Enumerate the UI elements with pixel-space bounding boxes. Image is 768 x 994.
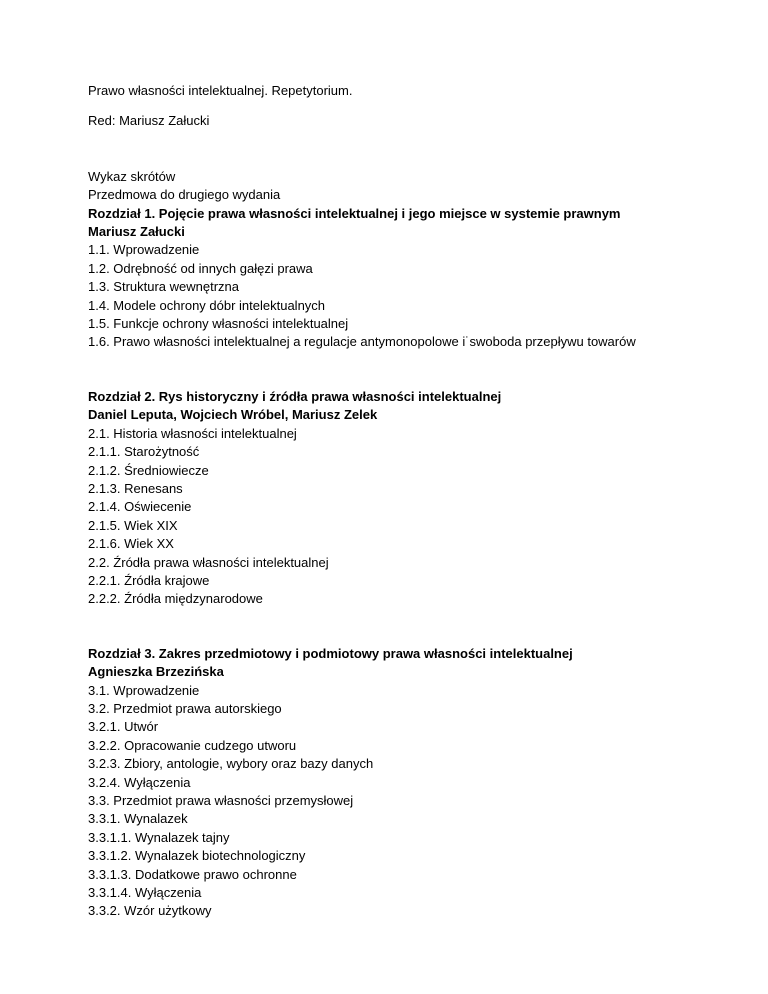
toc-item: 3.3.1.3. Dodatkowe prawo ochronne (88, 866, 297, 882)
chapter-heading: Rozdział 2. Rys historyczny i źródła prawa własności intelektualnej (88, 388, 502, 404)
chapter-heading: Rozdział 3. Zakres przedmiotowy i podmiotowy prawa własności intelektualnej (88, 645, 573, 661)
toc-item: 3.2. Przedmiot prawa autorskiego (88, 700, 282, 716)
toc-item: 3.2.3. Zbiory, antologie, wybory oraz bazy danych (88, 756, 374, 772)
toc-item: 1.4. Modele ochrony dóbr intelektualnych (88, 297, 326, 313)
toc-item: 1.6. Prawo własności intelektualnej a regulacje antymonopolowe i˙swoboda przepływu towarów (88, 334, 636, 350)
chapter-1 (88, 205, 728, 352)
toc-item: 3.3. Przedmiot prawa własności przemysłowej (88, 793, 354, 808)
spacer (88, 352, 728, 388)
toc-item-preface: Przedmowa do drugiego wydania (88, 187, 281, 203)
toc-item: 3.1. Wprowadzenie (88, 682, 200, 698)
toc-item: 3.3.1.4. Wyłączenia (88, 885, 202, 901)
toc-item: 3.3.1. Wynalazek (88, 811, 188, 827)
toc-item: 2.1.6. Wiek XX (88, 536, 174, 552)
toc-item: 2.2. Źródła prawa własności intelektualnej (88, 554, 329, 570)
toc-item: 1.2. Odrębność od innych gałęzi prawa (88, 260, 313, 276)
spacer (88, 131, 728, 168)
document-editor: Red: Mariusz Załucki (88, 113, 210, 129)
toc-item: 3.2.2. Opracowanie cudzego utworu (88, 737, 297, 753)
spacer (88, 100, 728, 112)
toc-item: 3.3.1.2. Wynalazek biotechnologiczny (88, 848, 306, 864)
chapter-3 (88, 645, 728, 921)
document-title: Prawo własności intelektualnej. Repetytorium. (88, 83, 353, 98)
toc-item: 3.3.1.1. Wynalazek tajny (88, 829, 230, 845)
spacer (88, 609, 728, 645)
toc (88, 168, 728, 921)
chapter-author: Daniel Leputa, Wojciech Wróbel, Mariusz Zelek (88, 407, 378, 423)
toc-item: 2.1.2. Średniowiecze (88, 462, 209, 478)
toc-item: 2.2.2. Źródła międzynarodowe (88, 591, 263, 607)
chapter-heading: Rozdział 1. Pojęcie prawa własności intelektualnej i jego miejsce w systemie prawnym (88, 205, 621, 221)
chapter-2 (88, 388, 728, 609)
toc-item: 2.1.1. Starożytność (88, 444, 200, 460)
chapter-author: Agnieszka Brzezińska (88, 664, 224, 680)
toc-item: 1.1. Wprowadzenie (88, 242, 200, 258)
toc-item: 2.1.3. Renesans (88, 480, 183, 496)
toc-item: 3.3.2. Wzór użytkowy (88, 903, 212, 919)
toc-item: 3.2.1. Utwór (88, 719, 159, 735)
toc-item: 2.1. Historia własności intelektualnej (88, 425, 297, 441)
toc-item: 1.5. Funkcje ochrony własności intelektualnej (88, 316, 349, 332)
toc-item-abbreviations: Wykaz skrótów (88, 168, 176, 184)
toc-item: 2.1.4. Oświecenie (88, 499, 192, 515)
toc-item: 1.3. Struktura wewnętrzna (88, 279, 240, 295)
toc-item: 2.2.1. Źródła krajowe (88, 572, 210, 588)
toc-item: 2.1.5. Wiek XIX (88, 517, 178, 533)
document-page (88, 82, 728, 921)
chapter-author: Mariusz Załucki (88, 224, 185, 240)
toc-item: 3.2.4. Wyłączenia (88, 774, 191, 790)
